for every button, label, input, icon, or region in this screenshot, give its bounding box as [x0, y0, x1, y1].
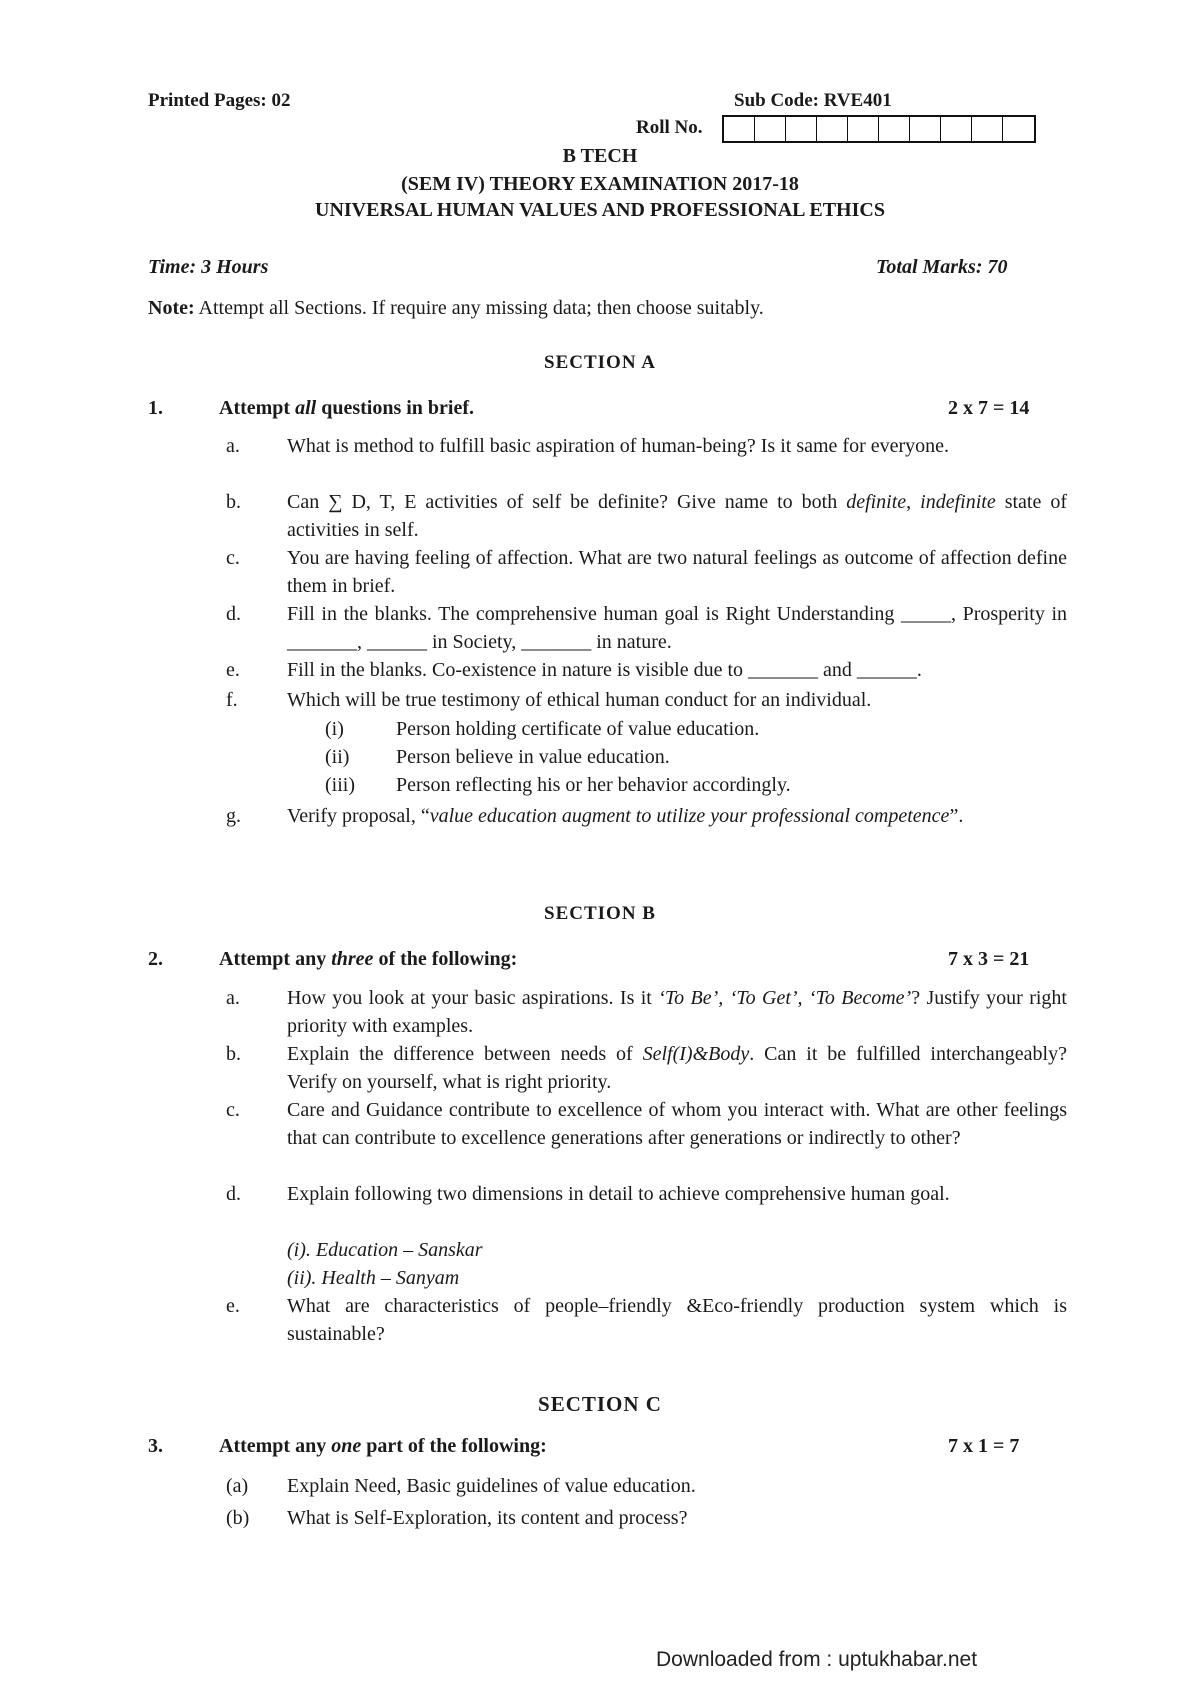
question-2-marks: 7 x 3 = 21: [948, 948, 1030, 970]
roll-box: [786, 117, 817, 141]
question-1-number: 1.: [148, 397, 163, 419]
total-marks: Total Marks: 70: [876, 256, 1008, 278]
roll-box: [817, 117, 848, 141]
question-1b: Can ∑ D, T, E activities of self be definite? Give name to both definite, indefinite state of activities in self.: [287, 491, 1068, 541]
subject-title: UNIVERSAL HUMAN VALUES AND PROFESSIONAL ETHICS: [315, 199, 885, 221]
question-3b: What is Self-Exploration, its content and process?: [287, 1507, 688, 1529]
question-1a: What is method to fulfill basic aspiration of human-being? Is it same for everyone.: [287, 435, 950, 457]
item-label: e.: [226, 1295, 240, 1317]
question-2c: Care and Guidance contribute to excellence of whom you interact with. What are other feelings that can contribute to excellence generations after generations or indirectly to other?: [287, 1099, 1067, 1149]
question-3a: Explain Need, Basic guidelines of value education.: [287, 1475, 696, 1497]
section-b-heading: SECTION B: [544, 903, 656, 924]
question-1g: Verify proposal, “value education augment to utilize your professional competence”.: [287, 805, 964, 827]
question-1d: Fill in the blanks. The comprehensive human goal is Right Understanding _____, Prosperity in _______, ______ in Society, _______ in nature.: [287, 603, 1067, 653]
item-label: f.: [226, 689, 238, 711]
question-2a: How you look at your basic aspirations. Is it ‘To Be’, ‘To Get’, ‘To Become’? Justify your right priority with examples.: [287, 987, 1067, 1037]
item-label: (b): [226, 1507, 250, 1529]
item-label: c.: [226, 547, 240, 569]
item-label: g.: [226, 805, 241, 827]
exam-time: Time: 3 Hours: [148, 256, 269, 278]
item-label: a.: [226, 435, 240, 457]
item-label: a.: [226, 987, 240, 1009]
item-label: e.: [226, 659, 240, 681]
note: [148, 297, 764, 320]
question-2d-sub-i: (i). Education – Sanskar: [287, 1239, 483, 1261]
note-label: Note:: [148, 297, 195, 319]
question-3-marks: 7 x 1 = 7: [948, 1435, 1020, 1457]
subject-code: Sub Code: RVE401: [734, 90, 892, 111]
option-label: (i): [325, 718, 344, 740]
question-2b: Explain the difference between needs of Self(I)&Body. Can it be fulfilled interchangeably? Verify on yourself, what is right priority.: [287, 1043, 1067, 1093]
option-text: Person reflecting his or her behavior accordingly.: [396, 774, 791, 796]
item-label: b.: [226, 1043, 241, 1065]
question-2d: Explain following two dimensions in detail to achieve comprehensive human goal.: [287, 1183, 950, 1205]
item-label: (a): [226, 1475, 249, 1497]
degree-title: B TECH: [562, 145, 638, 167]
question-2-instruction: Attempt any three of the following:: [219, 948, 518, 970]
roll-number-label: Roll No.: [636, 117, 703, 138]
item-label: d.: [226, 603, 241, 625]
roll-box: [910, 117, 941, 141]
item-label: d.: [226, 1183, 241, 1205]
roll-box: [724, 117, 755, 141]
question-1-instruction: Attempt all questions in brief.: [219, 397, 475, 419]
question-1c: You are having feeling of affection. What are two natural feelings as outcome of affection define them in brief.: [287, 547, 1067, 597]
section-c-heading: SECTION C: [538, 1392, 662, 1416]
question-1e: Fill in the blanks. Co-existence in nature is visible due to _______ and ______.: [287, 659, 922, 681]
roll-box: [879, 117, 910, 141]
question-2-number: 2.: [148, 948, 163, 970]
item-label: c.: [226, 1099, 240, 1121]
roll-box: [848, 117, 879, 141]
printed-pages: Printed Pages: 02: [148, 90, 291, 111]
exam-title: (SEM IV) THEORY EXAMINATION 2017-18: [401, 173, 799, 195]
question-1-marks: 2 x 7 = 14: [948, 397, 1030, 419]
option-label: (iii): [325, 774, 355, 796]
question-3-number: 3.: [148, 1435, 163, 1457]
option-text: Person believe in value education.: [396, 746, 670, 768]
option-label: (ii): [325, 746, 350, 768]
note-text: Attempt all Sections. If require any missing data; then choose suitably.: [198, 297, 764, 319]
question-3-instruction: Attempt any one part of the following:: [219, 1435, 547, 1457]
download-source: Downloaded from : uptukhabar.net: [656, 1648, 978, 1671]
section-a-heading: SECTION A: [544, 352, 656, 373]
question-1f: Which will be true testimony of ethical human conduct for an individual.: [287, 689, 872, 711]
item-label: b.: [226, 491, 241, 513]
option-text: Person holding certificate of value education.: [396, 718, 760, 740]
question-2d-sub-ii: (ii). Health – Sanyam: [287, 1267, 460, 1289]
roll-box: [972, 117, 1003, 141]
roll-number-boxes: [722, 115, 1036, 143]
roll-box: [941, 117, 972, 141]
question-2e: What are characteristics of people–friendly &Eco-friendly production system which is sustainable?: [287, 1295, 1067, 1345]
roll-box: [1003, 117, 1034, 141]
roll-box: [755, 117, 786, 141]
